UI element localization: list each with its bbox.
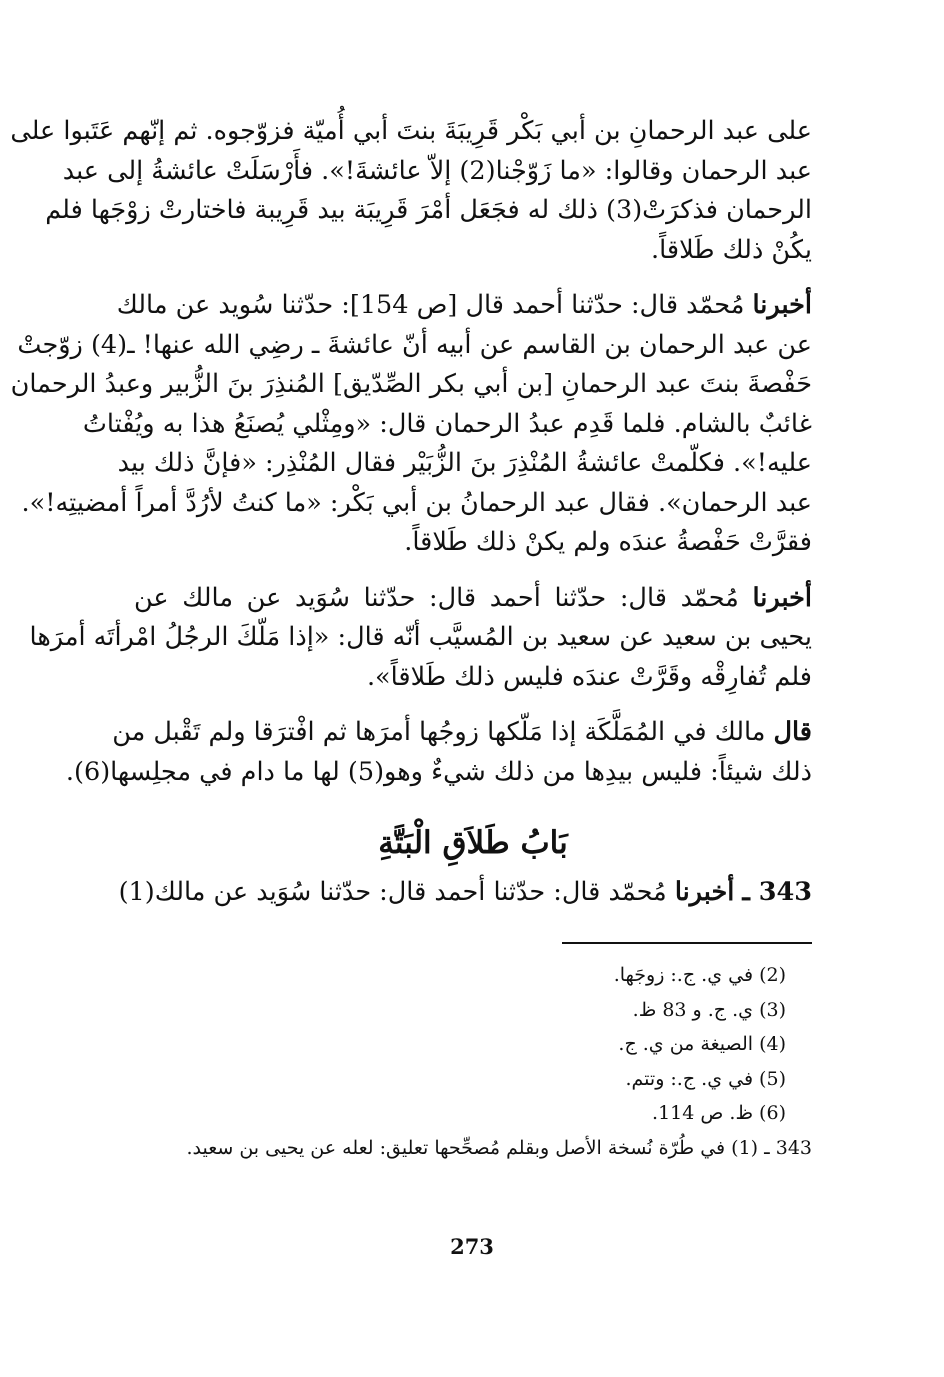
page-number: 273 bbox=[450, 1234, 494, 1259]
text-line: عبد الرحمان وقالوا: «ما زَوّجْنا(2) إلاّ عائشةَ!». فأَرْسَلَتْ عائشةُ إلى عبد bbox=[62, 155, 812, 186]
text-line-rest: مالك في المُمَلَّكَة إذا مَلّكها زوجُها أمرَها ثم افْترَقا ولم تَقْبل من bbox=[112, 717, 766, 747]
text-line: فقرَّتْ حَفْصةُ عندَه ولم يكنْ ذلك طَلاقاً. bbox=[404, 527, 812, 557]
footnotes bbox=[134, 958, 812, 1165]
footnote-divider bbox=[562, 942, 812, 944]
chapter-heading: بَابُ طَلاَقِ الْبَتَّةِ bbox=[378, 825, 568, 861]
paragraph-3 bbox=[29, 579, 813, 698]
paragraph-lead-word: أخبرنا bbox=[674, 877, 735, 907]
paragraph-2 bbox=[10, 286, 812, 563]
paragraph-4 bbox=[65, 713, 812, 792]
text-line: حَفْصةَ بنتَ عبد الرحمانِ [بن أبي بكر الصِّدّيق] المُنذِرَ بنَ الزُّبير وعبدُ الرحمان bbox=[10, 369, 812, 399]
item-text: مُحمّد قال: حدّثنا أحمد قال: حدّثنا سُوَيد عن مالك(1) bbox=[118, 877, 667, 907]
text-line: ذلك شيئاً: فليس بيدِها من ذلك شيءٌ وهو(5) لها ما دام في مجلِسها(6). bbox=[65, 756, 812, 787]
text-line: على عبد الرحمانِ بن أبي بَكْر قَرِيبَةَ بنتَ أبي أُميّة فزوّجوه. ثم إنّهم عَتَبوا على bbox=[10, 116, 812, 146]
text-line bbox=[116, 286, 812, 326]
text-line bbox=[112, 713, 812, 753]
footnote: 343 ـ (1) في طُرّة نُسخة الأصل وبقلم مُصحِّحها تعليق: لعله عن يحيى بن سعيد. bbox=[186, 1136, 812, 1159]
paragraph-lead-word: أخبرنا bbox=[752, 582, 813, 613]
paragraph-lead-word: قال bbox=[773, 717, 812, 747]
text-line: عليه!». فكلّمتْ عائشةُ المُنْذِرَ بنَ الزُّبَيْر فقال المُنْذِر: «فإنَّ ذلك بيد bbox=[117, 448, 812, 478]
paragraph-1 bbox=[10, 112, 812, 270]
text-line-rest: مُحمّد قال: حدّثنا أحمد قال: حدّثنا سُوَيد عن مالك عن bbox=[134, 582, 739, 613]
text-line: عن عبد الرحمان بن القاسم عن أبيه أنّ عائشةَ ـ رضِي الله عنها! ـ(4) زوّجتْ bbox=[17, 329, 812, 360]
footnote: (4) الصيغة من ي. ج. bbox=[618, 1033, 786, 1055]
footnote: (6) ظ. ص 114. bbox=[652, 1102, 786, 1124]
footnote: (5) في ي. ج.: وتتم. bbox=[625, 1067, 786, 1090]
numbered-item-343 bbox=[118, 872, 812, 912]
text-line-rest: مُحمّد قال: حدّثنا أحمد قال [ص 154]: حدّثنا سُويد عن مالك bbox=[116, 290, 745, 320]
text-line: عبد الرحمان». فقال عبد الرحمانُ بن أبي بَكْر: «ما كنتُ لأرُدَّ أمراً أمضيتِه!». bbox=[21, 487, 812, 518]
text-line: غائبٌ بالشام. فلما قَدِم عبدُ الرحمان قال: «ومِثْلي يُصنَعُ هذا به ويُفْتاتُ bbox=[82, 408, 812, 439]
text-line: يحيى بن سعيد عن سعيد بن المُسيَّب أنّه قال: «إذا مَلّكَ الرجُلُ امْرأتَه أمرَها bbox=[29, 622, 812, 652]
text-line bbox=[134, 579, 812, 619]
paragraph-lead-word: أخبرنا bbox=[752, 290, 812, 320]
text-line: يكُنْ ذلك طَلاقاً. bbox=[651, 234, 812, 265]
text-line: الرحمان فذكرَتْ(3) ذلك له فجَعَل أمْرَ قَرِيبَة بيد قَرِيبة فاختارتْ زوْجَها فلم bbox=[45, 195, 812, 225]
item-number: 343 ـ bbox=[742, 877, 812, 907]
footnote: (3) ي. ج. و 83 ظ. bbox=[632, 998, 786, 1021]
footnote: (2) في ي. ج.: زوجَها. bbox=[613, 964, 786, 986]
text-line: فلم تُفارِقْه وقَرَّتْ عندَه فليس ذلك طَلاقاً». bbox=[366, 661, 812, 692]
